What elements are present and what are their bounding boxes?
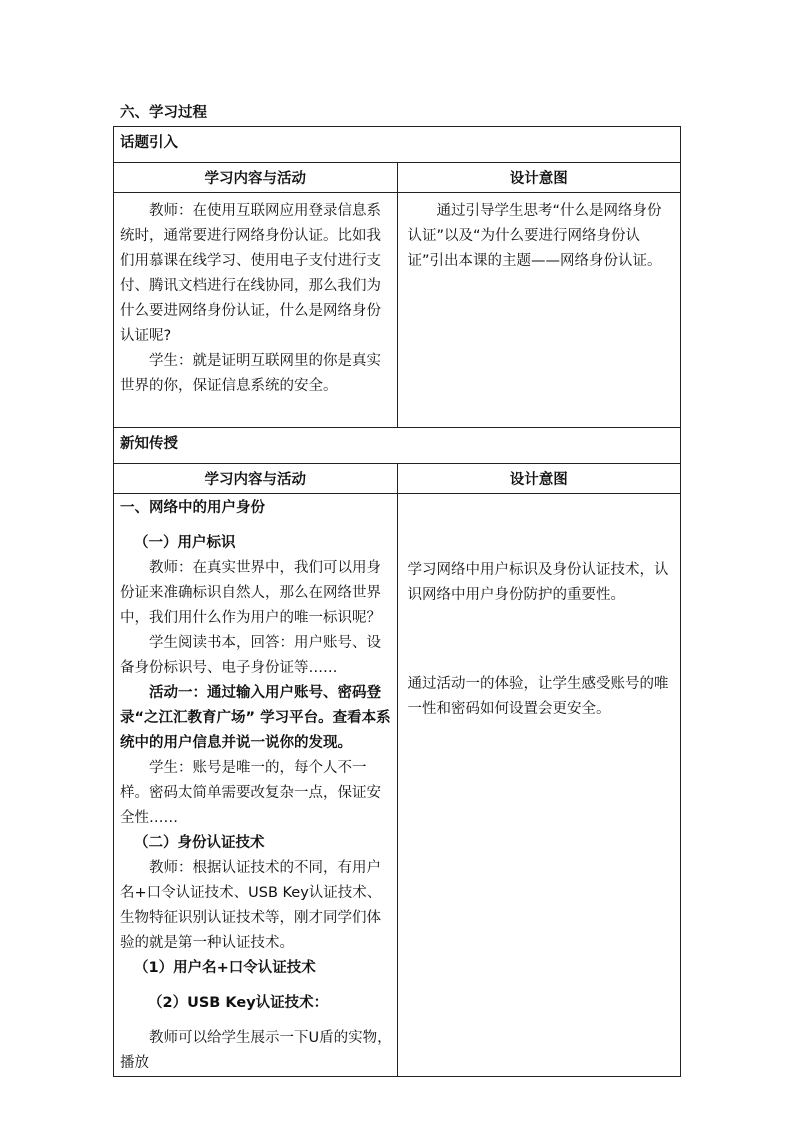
heading-user-identity: 一、网络中的用户身份: [120, 500, 265, 516]
student-finding-para: 学生：账号是唯一的，每个人不一样。密码太简单需要改复杂一点，保证安全性……: [120, 760, 381, 826]
part2-col-activity: 学习内容与活动: [114, 464, 398, 494]
intent-user-id: 学习网络中用户标识及身份认证技术，认识网络中用户身份防护的重要性。: [407, 562, 669, 603]
intent-activity-one: 通过活动一的体验，让学生感受账号的唯一性和密码如何设置会更安全。: [407, 676, 669, 717]
part1-content-row: [114, 193, 681, 428]
part2-col-intent: 设计意图: [397, 464, 681, 494]
part2-content-row: [114, 494, 681, 1077]
part2-activity-cell: [114, 494, 398, 1077]
part1-intent-cell: [397, 193, 681, 428]
teacher-question-para: 教师：在真实世界中，我们可以用身份证来准确标识自然人，那么在网络世界中，我们用什么作为用户的唯一标识呢？: [120, 560, 381, 626]
part1-teacher-para: 教师：在使用互联网应用登录信息系统时，通常要进行网络身份认证。比如我们用慕课在线学习、使用电子支付进行支付、腾讯文档进行在线协同，那么我们为什么要进网络身份认证，什么是网络身份认证呢?: [120, 203, 381, 344]
part1-col-activity: 学习内容与活动: [114, 163, 398, 193]
part1-band: [114, 127, 681, 163]
part2-intent-cell: [397, 494, 681, 1077]
part1-header-row: [114, 163, 681, 193]
section-heading: 六、学习过程: [120, 105, 207, 121]
activity-one-para: 活动一：通过输入用户账号、密码登录“之江汇教育广场” 学习平台。查看本系统中的用户信息并说一说你的发现。: [120, 685, 391, 751]
part2-band: [114, 428, 681, 464]
teacher-auth-para: 教师：根据认证技术的不同，有用户名+口令认证技术、USB Key认证技术、生物特征识别认证技术等，刚才同学们体验的就是第一种认证技术。: [120, 860, 382, 951]
part2-label: 新知传授: [114, 428, 681, 464]
teacher-ushield-para: 教师可以给学生展示一下U盾的实物，播放: [120, 1030, 392, 1071]
student-answer-para: 学生阅读书本，回答：用户账号、设备身份标识号、电子身份证等……: [120, 635, 381, 676]
part1-intent-text: 通过引导学生思考“什么是网络身份认证”以及“为什么要进行网络身份认证”引出本课的主题——网络身份认证。: [407, 203, 662, 269]
part1-activity-cell: [114, 193, 398, 428]
part2-header-row: [114, 464, 681, 494]
subheading-user-id: （一）用户标识: [134, 535, 236, 551]
subheading-usb-key: （2）USB Key认证技术：: [148, 995, 329, 1011]
subheading-auth-tech: （二）身份认证技术: [134, 835, 265, 851]
part1-col-intent: 设计意图: [397, 163, 681, 193]
learning-process-table: [113, 126, 681, 1077]
part1-label: 话题引入: [114, 127, 681, 163]
subheading-username-password: （1）用户名+口令认证技术: [134, 960, 316, 976]
part1-student-para: 学生：就是证明互联网里的你是真实世界的你，保证信息系统的安全。: [120, 353, 381, 394]
